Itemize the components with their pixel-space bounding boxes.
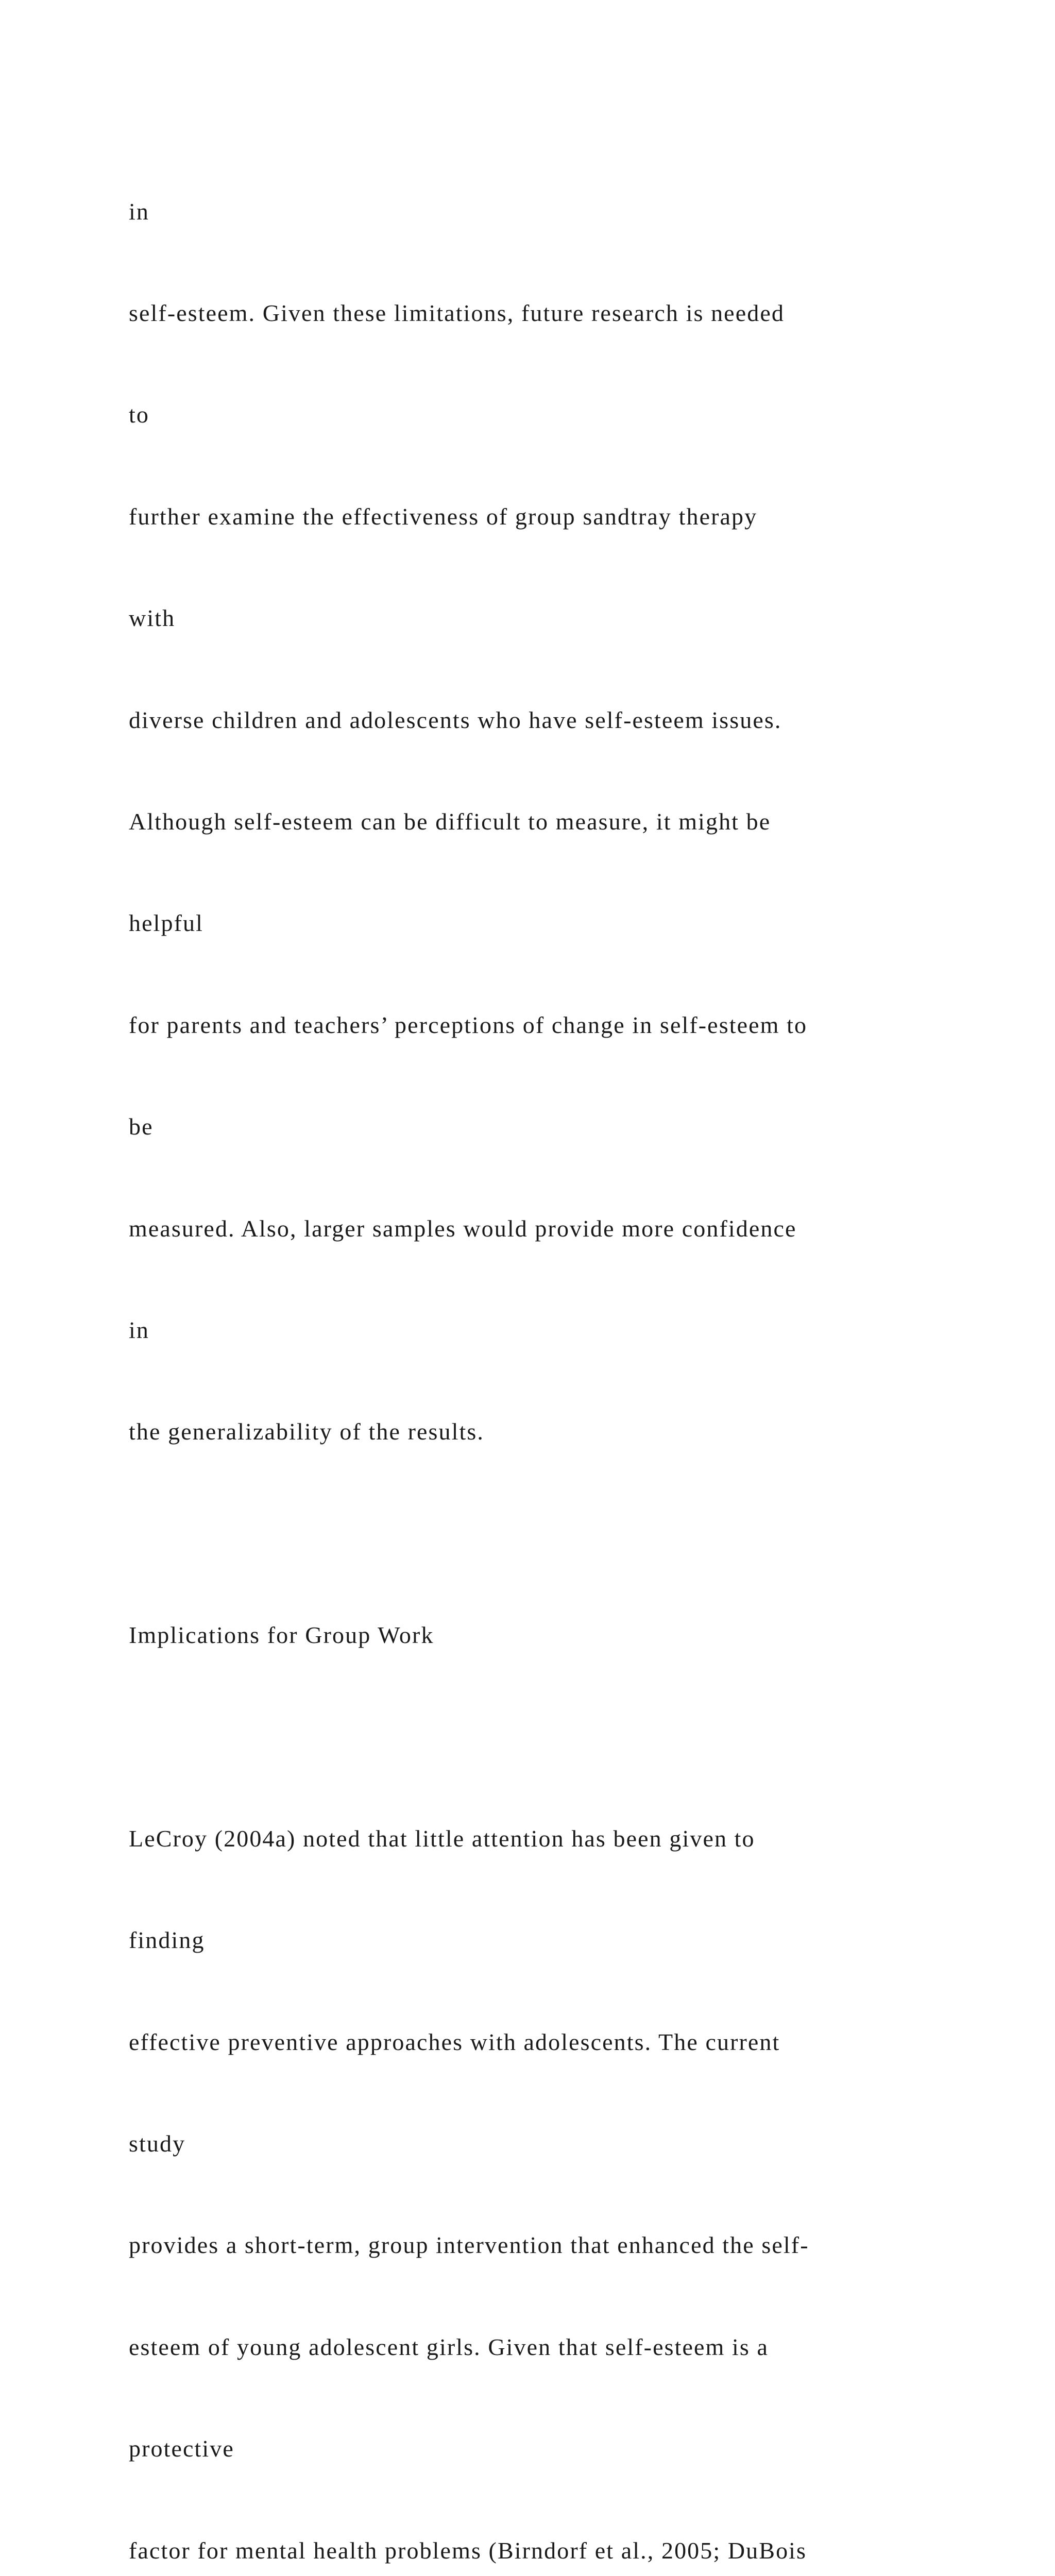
- text-line: LeCroy (2004a) noted that little attention has been given to: [129, 1825, 755, 1852]
- text-line: in: [129, 1316, 149, 1343]
- text-line: study: [129, 2130, 186, 2157]
- text-line: the generalizability of the results.: [129, 1418, 484, 1445]
- text-line: further examine the effectiveness of group sandtray therapy: [129, 503, 758, 530]
- text-line: self-esteem. Given these limitations, future research is needed: [129, 299, 785, 326]
- text-line: esteem of young adolescent girls. Given that self-esteem is a: [129, 2333, 769, 2360]
- text-line: with: [129, 605, 176, 632]
- text-line: effective preventive approaches with adolescents. The current: [129, 2028, 780, 2055]
- text-line: Although self-esteem can be difficult to measure, it might be: [129, 808, 771, 835]
- text-line: finding: [129, 1927, 205, 1954]
- text-line: in: [129, 198, 149, 225]
- text-line: diverse children and adolescents who have self-esteem issues.: [129, 706, 782, 733]
- text-line: for parents and teachers’ perceptions of change in self-esteem to: [129, 1011, 808, 1038]
- text-line: protective: [129, 2435, 234, 2462]
- blank-line: [129, 1720, 1005, 1754]
- text-line: factor for mental health problems (Birndorf et al., 2005; DuBois: [129, 2537, 807, 2564]
- text-line: measured. Also, larger samples would provide more confidence: [129, 1215, 797, 1242]
- body-text: [129, 127, 1005, 2576]
- text-line: provides a short-term, group intervention that enhanced the self-: [129, 2232, 809, 2259]
- text-line: helpful: [129, 910, 203, 937]
- blank-line: [129, 1517, 1005, 1551]
- text-line: to: [129, 401, 149, 428]
- section-heading: Implications for Group Work: [129, 1622, 434, 1649]
- text-line: be: [129, 1113, 154, 1140]
